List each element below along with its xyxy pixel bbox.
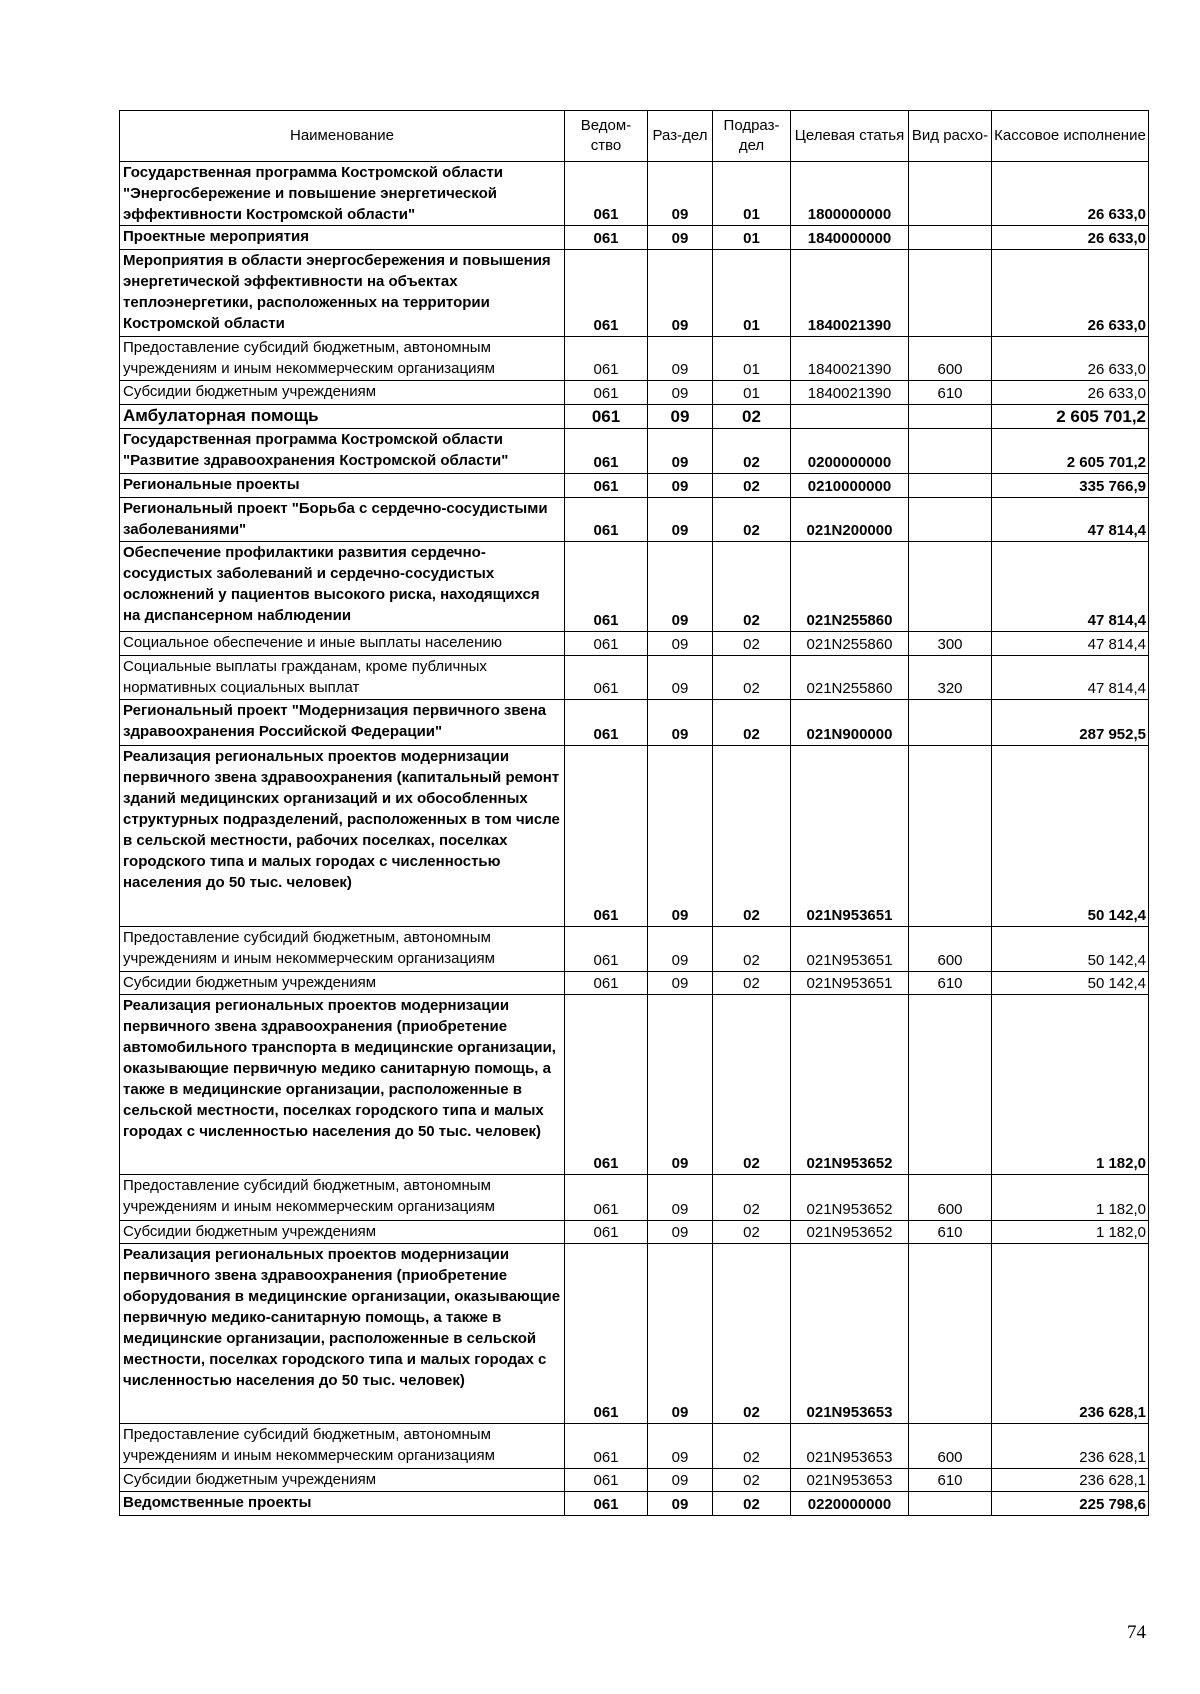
row-kass: 26 633,0	[992, 381, 1149, 405]
table-row	[120, 1221, 1149, 1244]
table-row	[120, 405, 1149, 429]
row-kass: 47 814,4	[992, 632, 1149, 656]
row-kass: 50 142,4	[992, 746, 1149, 927]
row-cel: 0210000000	[791, 474, 909, 498]
row-podrazdel: 02	[713, 1175, 791, 1221]
row-ved: 061	[565, 1469, 648, 1492]
table-body	[120, 162, 1149, 1516]
row-razdel: 09	[648, 1492, 713, 1516]
row-vid: 600	[909, 337, 992, 381]
row-razdel: 09	[648, 927, 713, 972]
row-vid	[909, 250, 992, 337]
table-row	[120, 1469, 1149, 1492]
row-kass: 26 633,0	[992, 226, 1149, 250]
row-ved: 061	[565, 498, 648, 542]
row-razdel: 09	[648, 1424, 713, 1469]
row-razdel: 09	[648, 381, 713, 405]
page-number: 74	[1127, 1622, 1146, 1643]
row-ved: 061	[565, 1221, 648, 1244]
row-razdel: 09	[648, 632, 713, 656]
row-ved: 061	[565, 1424, 648, 1469]
row-podrazdel: 02	[713, 405, 791, 429]
row-vid	[909, 474, 992, 498]
row-ved: 061	[565, 542, 648, 632]
row-name: Ведомственные проекты	[120, 1492, 565, 1516]
row-vid	[909, 498, 992, 542]
row-kass: 1 182,0	[992, 995, 1149, 1175]
row-cel: 021N953653	[791, 1244, 909, 1424]
row-podrazdel: 02	[713, 1492, 791, 1516]
row-name: Социальное обеспечение и иные выплаты населению	[120, 632, 565, 656]
row-name: Предоставление субсидий бюджетным, автономным учреждениям и иным некоммерческим организациям	[120, 1175, 565, 1221]
row-cel: 021N900000	[791, 700, 909, 746]
header-vid: Вид расхо-	[909, 111, 992, 162]
row-kass: 1 182,0	[992, 1175, 1149, 1221]
row-podrazdel: 02	[713, 1469, 791, 1492]
row-cel: 021N255860	[791, 632, 909, 656]
table-header-row	[120, 111, 1149, 162]
table-row	[120, 1244, 1149, 1424]
row-vid: 610	[909, 1469, 992, 1492]
row-vid: 610	[909, 972, 992, 995]
row-kass: 47 814,4	[992, 498, 1149, 542]
row-ved: 061	[565, 1492, 648, 1516]
table-row	[120, 700, 1149, 746]
row-vid	[909, 226, 992, 250]
row-ved: 061	[565, 474, 648, 498]
row-cel: 1840021390	[791, 250, 909, 337]
row-kass: 236 628,1	[992, 1424, 1149, 1469]
row-name: Обеспечение профилактики развития сердечно-сосудистых заболеваний и сердечно-сосудистых осложнений у пациентов высокого риска, находящихся на диспансерном наблюдении	[120, 542, 565, 632]
row-kass: 50 142,4	[992, 927, 1149, 972]
row-name: Предоставление субсидий бюджетным, автономным учреждениям и иным некоммерческим организациям	[120, 1424, 565, 1469]
row-vid	[909, 746, 992, 927]
row-razdel: 09	[648, 337, 713, 381]
row-cel: 021N953651	[791, 972, 909, 995]
table-row	[120, 746, 1149, 927]
row-podrazdel: 02	[713, 746, 791, 927]
header-kass: Кассовое исполнение	[992, 111, 1149, 162]
table-row	[120, 498, 1149, 542]
row-podrazdel: 02	[713, 1221, 791, 1244]
budget-table	[119, 110, 1149, 1516]
table-row	[120, 1492, 1149, 1516]
row-name: Предоставление субсидий бюджетным, автономным учреждениям и иным некоммерческим организациям	[120, 927, 565, 972]
row-name: Субсидии бюджетным учреждениям	[120, 381, 565, 405]
row-ved: 061	[565, 405, 648, 429]
row-podrazdel: 02	[713, 1244, 791, 1424]
row-vid: 610	[909, 381, 992, 405]
row-ved: 061	[565, 927, 648, 972]
row-ved: 061	[565, 226, 648, 250]
table-row	[120, 972, 1149, 995]
row-kass: 47 814,4	[992, 656, 1149, 700]
row-vid	[909, 542, 992, 632]
row-vid: 600	[909, 927, 992, 972]
row-name: Государственная программа Костромской области "Развитие здравоохранения Костромской области"	[120, 429, 565, 474]
row-cel: 0220000000	[791, 1492, 909, 1516]
row-vid: 320	[909, 656, 992, 700]
table-row	[120, 1175, 1149, 1221]
row-podrazdel: 02	[713, 1424, 791, 1469]
row-podrazdel: 01	[713, 162, 791, 226]
row-kass: 335 766,9	[992, 474, 1149, 498]
row-ved: 061	[565, 746, 648, 927]
row-cel: 1840021390	[791, 337, 909, 381]
row-cel: 021N255860	[791, 542, 909, 632]
row-vid	[909, 405, 992, 429]
row-vid	[909, 429, 992, 474]
row-vid	[909, 700, 992, 746]
row-podrazdel: 02	[713, 542, 791, 632]
row-razdel: 09	[648, 700, 713, 746]
row-ved: 061	[565, 995, 648, 1175]
table-row	[120, 542, 1149, 632]
table-row	[120, 995, 1149, 1175]
row-ved: 061	[565, 429, 648, 474]
row-kass: 236 628,1	[992, 1469, 1149, 1492]
row-ved: 061	[565, 1175, 648, 1221]
header-podrazdel: Подраз-дел	[713, 111, 791, 162]
row-cel: 021N953651	[791, 746, 909, 927]
table-row	[120, 656, 1149, 700]
row-kass: 26 633,0	[992, 337, 1149, 381]
row-podrazdel: 02	[713, 656, 791, 700]
row-razdel: 09	[648, 405, 713, 429]
row-ved: 061	[565, 162, 648, 226]
row-name: Предоставление субсидий бюджетным, автономным учреждениям и иным некоммерческим организациям	[120, 337, 565, 381]
row-vid: 600	[909, 1175, 992, 1221]
table-row	[120, 250, 1149, 337]
row-name: Реализация региональных проектов модернизации первичного звена здравоохранения (приобретение автомобильного транспорта в медицинские организации, оказывающие первичную медико санитарную помощь, а также в медицинские организации, расположенные в сельской местности, поселках городского типа и малых городах с численностью населения до 50 тыс. человек)	[120, 995, 565, 1175]
row-podrazdel: 01	[713, 337, 791, 381]
row-ved: 061	[565, 972, 648, 995]
row-podrazdel: 02	[713, 474, 791, 498]
row-cel: 021N953653	[791, 1424, 909, 1469]
row-razdel: 09	[648, 429, 713, 474]
row-name: Государственная программа Костромской области "Энергосбережение и повышение энергетической эффективности Костромской области"	[120, 162, 565, 226]
row-cel: 021N953651	[791, 927, 909, 972]
row-razdel: 09	[648, 746, 713, 927]
row-podrazdel: 02	[713, 995, 791, 1175]
row-name: Региональный проект "Модернизация первичного звена здравоохранения Российской Федерации"	[120, 700, 565, 746]
row-kass: 1 182,0	[992, 1221, 1149, 1244]
table-row	[120, 381, 1149, 405]
row-ved: 061	[565, 700, 648, 746]
row-vid	[909, 995, 992, 1175]
row-kass: 2 605 701,2	[992, 429, 1149, 474]
row-vid: 610	[909, 1221, 992, 1244]
row-cel: 021N953652	[791, 1175, 909, 1221]
row-razdel: 09	[648, 1469, 713, 1492]
row-razdel: 09	[648, 1244, 713, 1424]
table-row	[120, 927, 1149, 972]
row-podrazdel: 02	[713, 429, 791, 474]
row-razdel: 09	[648, 995, 713, 1175]
row-vid	[909, 1492, 992, 1516]
row-cel: 021N200000	[791, 498, 909, 542]
row-podrazdel: 02	[713, 927, 791, 972]
row-cel: 021N953653	[791, 1469, 909, 1492]
table-row	[120, 162, 1149, 226]
row-vid: 300	[909, 632, 992, 656]
row-ved: 061	[565, 250, 648, 337]
row-vid: 600	[909, 1424, 992, 1469]
row-razdel: 09	[648, 498, 713, 542]
header-cel: Целевая статья	[791, 111, 909, 162]
row-kass: 26 633,0	[992, 250, 1149, 337]
row-cel: 1800000000	[791, 162, 909, 226]
row-cel: 1840000000	[791, 226, 909, 250]
row-ved: 061	[565, 337, 648, 381]
row-razdel: 09	[648, 250, 713, 337]
row-razdel: 09	[648, 542, 713, 632]
row-kass: 225 798,6	[992, 1492, 1149, 1516]
row-cel: 021N953652	[791, 995, 909, 1175]
table-row	[120, 429, 1149, 474]
row-razdel: 09	[648, 1175, 713, 1221]
header-name: Наименование	[120, 111, 565, 162]
row-name: Региональные проекты	[120, 474, 565, 498]
row-name: Региональный проект "Борьба с сердечно-сосудистыми заболеваниями"	[120, 498, 565, 542]
row-vid	[909, 162, 992, 226]
row-kass: 2 605 701,2	[992, 405, 1149, 429]
row-name: Субсидии бюджетным учреждениям	[120, 972, 565, 995]
row-ved: 061	[565, 1244, 648, 1424]
table-row	[120, 1424, 1149, 1469]
row-cel: 1840021390	[791, 381, 909, 405]
row-razdel: 09	[648, 972, 713, 995]
row-name: Реализация региональных проектов модернизации первичного звена здравоохранения (приобретение оборудования в медицинские организации, оказывающие первичную медико-санитарную помощь, а также в медицинские организации, расположенные в сельской местности, поселках городского типа и малых городах с численностью населения до 50 тыс. человек)	[120, 1244, 565, 1424]
row-cel	[791, 405, 909, 429]
table-row	[120, 632, 1149, 656]
row-vid	[909, 1244, 992, 1424]
row-razdel: 09	[648, 474, 713, 498]
row-razdel: 09	[648, 226, 713, 250]
row-kass: 236 628,1	[992, 1244, 1149, 1424]
row-ved: 061	[565, 656, 648, 700]
row-podrazdel: 02	[713, 632, 791, 656]
row-razdel: 09	[648, 656, 713, 700]
row-ved: 061	[565, 632, 648, 656]
row-razdel: 09	[648, 162, 713, 226]
header-razdel: Раз-дел	[648, 111, 713, 162]
row-kass: 287 952,5	[992, 700, 1149, 746]
row-cel: 021N953652	[791, 1221, 909, 1244]
row-podrazdel: 01	[713, 226, 791, 250]
row-podrazdel: 01	[713, 250, 791, 337]
row-kass: 50 142,4	[992, 972, 1149, 995]
row-ved: 061	[565, 381, 648, 405]
row-name: Амбулаторная помощь	[120, 405, 565, 429]
row-cel: 0200000000	[791, 429, 909, 474]
row-name: Социальные выплаты гражданам, кроме публичных нормативных социальных выплат	[120, 656, 565, 700]
table-row	[120, 226, 1149, 250]
row-cel: 021N255860	[791, 656, 909, 700]
row-name: Субсидии бюджетным учреждениям	[120, 1469, 565, 1492]
header-ved: Ведом-ство	[565, 111, 648, 162]
table-row	[120, 474, 1149, 498]
row-podrazdel: 01	[713, 381, 791, 405]
table-row	[120, 337, 1149, 381]
row-podrazdel: 02	[713, 498, 791, 542]
row-name: Мероприятия в области энергосбережения и повышения энергетической эффективности на объектах теплоэнергетики, расположенных на территории Костромской области	[120, 250, 565, 337]
row-name: Реализация региональных проектов модернизации первичного звена здравоохранения (капитальный ремонт зданий медицинских организаций и их обособленных структурных подразделений, расположенных в том числе в сельской местности, рабочих поселках, поселках городского типа и малых городах с численностью населения до 50 тыс. человек)	[120, 746, 565, 927]
row-podrazdel: 02	[713, 700, 791, 746]
row-kass: 47 814,4	[992, 542, 1149, 632]
row-podrazdel: 02	[713, 972, 791, 995]
row-name: Субсидии бюджетным учреждениям	[120, 1221, 565, 1244]
row-kass: 26 633,0	[992, 162, 1149, 226]
row-name: Проектные мероприятия	[120, 226, 565, 250]
row-razdel: 09	[648, 1221, 713, 1244]
